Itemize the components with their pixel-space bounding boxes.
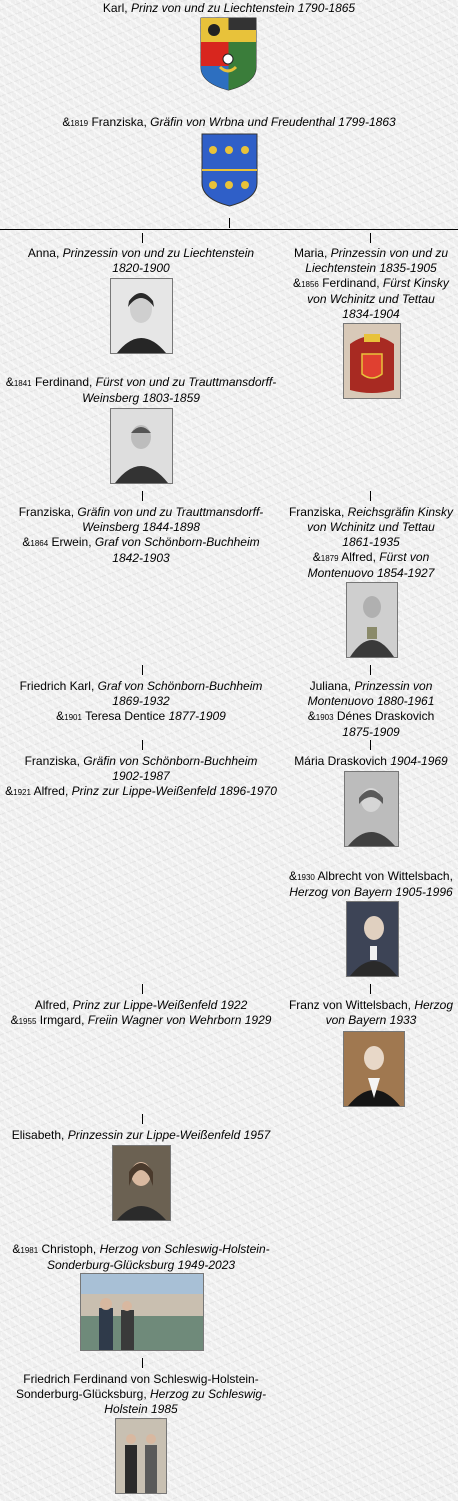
left-gen6: Elisabeth, Prinzessin zur Lippe-Weißenfeld 1957 xyxy=(11,1128,271,1142)
portrait-ferdinand-trauttmansdorff xyxy=(110,408,173,484)
left-gen7: Friedrich Ferdinand von Schleswig-Holstein- Sonderburg-Glücksburg, Herzog zu Schleswig- Holstein 1985 xyxy=(15,1372,267,1416)
wrbna-coat-of-arms xyxy=(201,133,258,207)
left-gen6-spouse: &1981 Christoph, Herzog von Schleswig-Holstein- Sonderburg-Glücksburg 1949-2023 xyxy=(12,1242,270,1272)
left-gen5-tick xyxy=(142,984,143,994)
left-gen3-tick xyxy=(142,665,143,675)
portrait-elisabeth xyxy=(112,1145,171,1221)
portrait-anna xyxy=(110,278,173,354)
right-gen4-tick xyxy=(370,740,371,750)
left-gen1: Anna, Prinzessin von und zu Liechtenstein 1820-1900 xyxy=(27,246,255,275)
right-gen4-spouse: &1930 Albrecht von Wittelsbach, Herzog von Bayern 1905-1996 xyxy=(289,869,453,899)
photo-friedrich-ferdinand xyxy=(115,1418,167,1494)
root-down-connector xyxy=(229,218,230,228)
right-gen2-tick xyxy=(370,491,371,501)
right-branch-tick xyxy=(370,233,371,243)
portrait-franz-von-wittelsbach xyxy=(343,1031,405,1107)
liechtenstein-coat-of-arms xyxy=(200,17,257,91)
right-gen2: Franziska, Reichsgräfin Kinsky von Wchinitz und Tettau 1861-1935 &1879 Alfred, Fürst von Montenuovo 1854-1927 xyxy=(288,505,454,580)
portrait-alfred-montenuovo xyxy=(346,582,398,658)
root-person-2: &1819 Franziska, Gräfin von Wrbna und Freudenthal 1799-1863 xyxy=(62,115,396,129)
right-gen4: Mária Draskovich 1904-1969 xyxy=(294,754,448,768)
left-gen5: Alfred, Prinz zur Lippe-Weißenfeld 1922 &1955 Irmgard, Freiin Wagner von Wehrborn 1929 xyxy=(10,998,272,1027)
right-gen5: Franz von Wittelsbach, Herzog von Bayern 1933 xyxy=(288,998,454,1027)
right-gen3-tick xyxy=(370,665,371,675)
left-gen4: Franziska, Gräfin von Schönborn-Buchheim 1902-1987 &1921 Alfred, Prinz zur Lippe-Weißenfeld 1896-1970 xyxy=(5,754,277,798)
portrait-albrecht-von-wittelsbach xyxy=(346,901,399,977)
left-branch-tick xyxy=(142,233,143,243)
left-gen4-tick xyxy=(142,740,143,750)
root-person-1: Karl, Prinz von und zu Liechtenstein 1790-1865 xyxy=(102,1,356,15)
left-gen3: Friedrich Karl, Graf von Schönborn-Buchheim 1869-1932 &1901 Teresa Dentice 1877-1909 xyxy=(19,679,263,723)
right-gen3: Juliana, Prinzessin von Montenuovo 1880-1961 &1903 Dénes Draskovich 1875-1909 xyxy=(307,679,435,739)
left-gen6-tick xyxy=(142,1114,143,1124)
right-gen1: Maria, Prinzessin von und zu Liechtenstein 1835-1905 &1856 Ferdinand, Fürst Kinsky von Wchinitz und Tettau 1834-1904 xyxy=(293,246,449,321)
right-gen5-tick xyxy=(370,984,371,994)
children-bar xyxy=(0,229,458,230)
portrait-maria-draskovich xyxy=(344,771,399,847)
kinsky-coat-of-arms xyxy=(343,323,401,399)
left-gen7-tick xyxy=(142,1358,143,1368)
left-gen2-tick xyxy=(142,491,143,501)
left-gen2: Franziska, Gräfin von und zu Trauttmansdorff- Weinsberg 1844-1898 &1864 Erwein, Graf von Schönborn-Buchheim 1842-1903 xyxy=(18,505,264,565)
left-gen1-spouse: &1841 Ferdinand, Fürst von und zu Trauttmansdorff- Weinsberg 1803-1859 xyxy=(5,375,277,405)
photo-christoph-and-elisabeth xyxy=(80,1273,204,1351)
